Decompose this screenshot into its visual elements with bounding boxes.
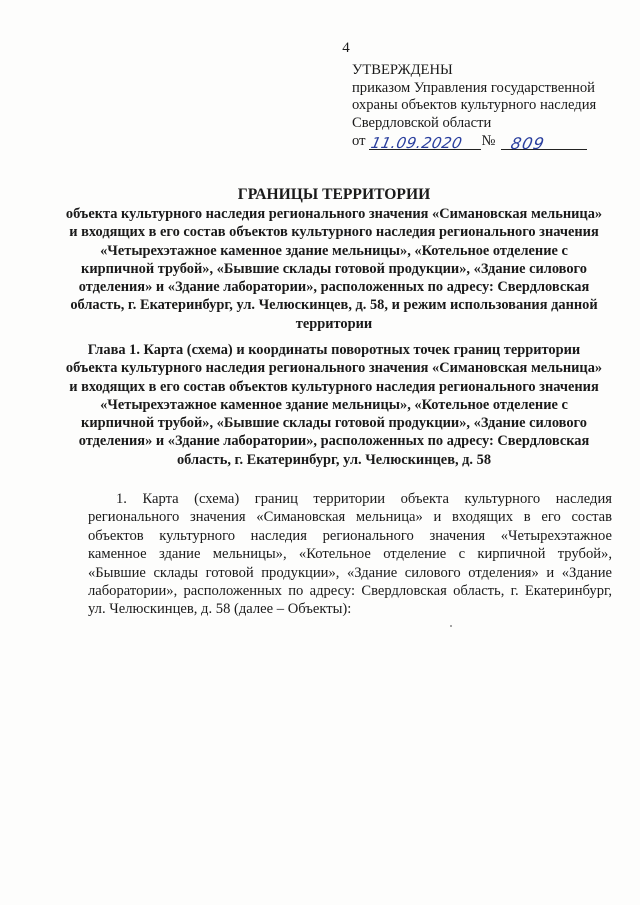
paragraph-number: 1.: [116, 491, 127, 507]
title-main: ГРАНИЦЫ ТЕРРИТОРИИ: [237, 186, 431, 203]
paragraph-1: [88, 490, 612, 619]
chapter-heading: Глава 1. Карта (схема) и координаты поворотных точек границ территории объекта культурного наследия регионального значения «Симановская мельница» и входящих в его состав объектов культурного наследия регионального значения «Четырехэтажное каменное здание мельницы», «Котельное отделение с кирпичной трубой», «Бывшие склады готовой продукции», «Здание силового отделения» и «Здание лаборатории», расположенных по адресу: Свердловская область, г. Екатеринбург, ул. Челюскинцев, д. 58: [65, 342, 603, 468]
approval-block: [352, 62, 622, 153]
page-number: 4: [342, 40, 350, 56]
document-title: [64, 185, 604, 333]
approval-line: приказом Управления государственной: [352, 79, 595, 96]
number-field: [501, 132, 587, 153]
title-subtitle: объекта культурного наследия регионального значения «Симановская мельница» и входящих в его состав объектов культурного наследия регионального значения «Четырехэтажное каменное здание мельницы», «Котельное отделение с кирпичной трубой», «Бывшие склады готовой продукции», «Здание силового отделения» и «Здание лаборатории», расположенных по адресу: Свердловская область, г. Екатеринбург, ул. Челюскинцев, д. 58, и режим использования данной территории: [65, 206, 603, 332]
handwritten-number: 809: [509, 133, 548, 153]
scan-speck: [450, 625, 452, 627]
number-prefix: №: [481, 132, 496, 149]
approval-line: Свердловской области: [352, 114, 492, 131]
date-prefix: от: [352, 132, 366, 149]
date-field: [369, 132, 481, 150]
approval-line: охраны объектов культурного наследия: [352, 97, 597, 114]
handwritten-date: 11.09.2020: [369, 133, 465, 152]
approval-heading: УТВЕРЖДЕНЫ: [352, 62, 453, 78]
approval-date-number-row: [352, 132, 622, 153]
paragraph-text: Карта (схема) границ территории объекта культурного наследия регионального значения «Симановская мельница» и входящих в его состав объектов культурного наследия регионального значения «Четырехэтажное каменное здание мельницы», «Котельное отделение с кирпичной трубой», «Бывшие склады готовой продукции», «Здание силового отделения» и «Здание лаборатории», расположенных по адресу: Свердловская область, г. Екатеринбург, ул. Челюскинцев, д. 58 (далее – Объекты):: [88, 491, 612, 618]
